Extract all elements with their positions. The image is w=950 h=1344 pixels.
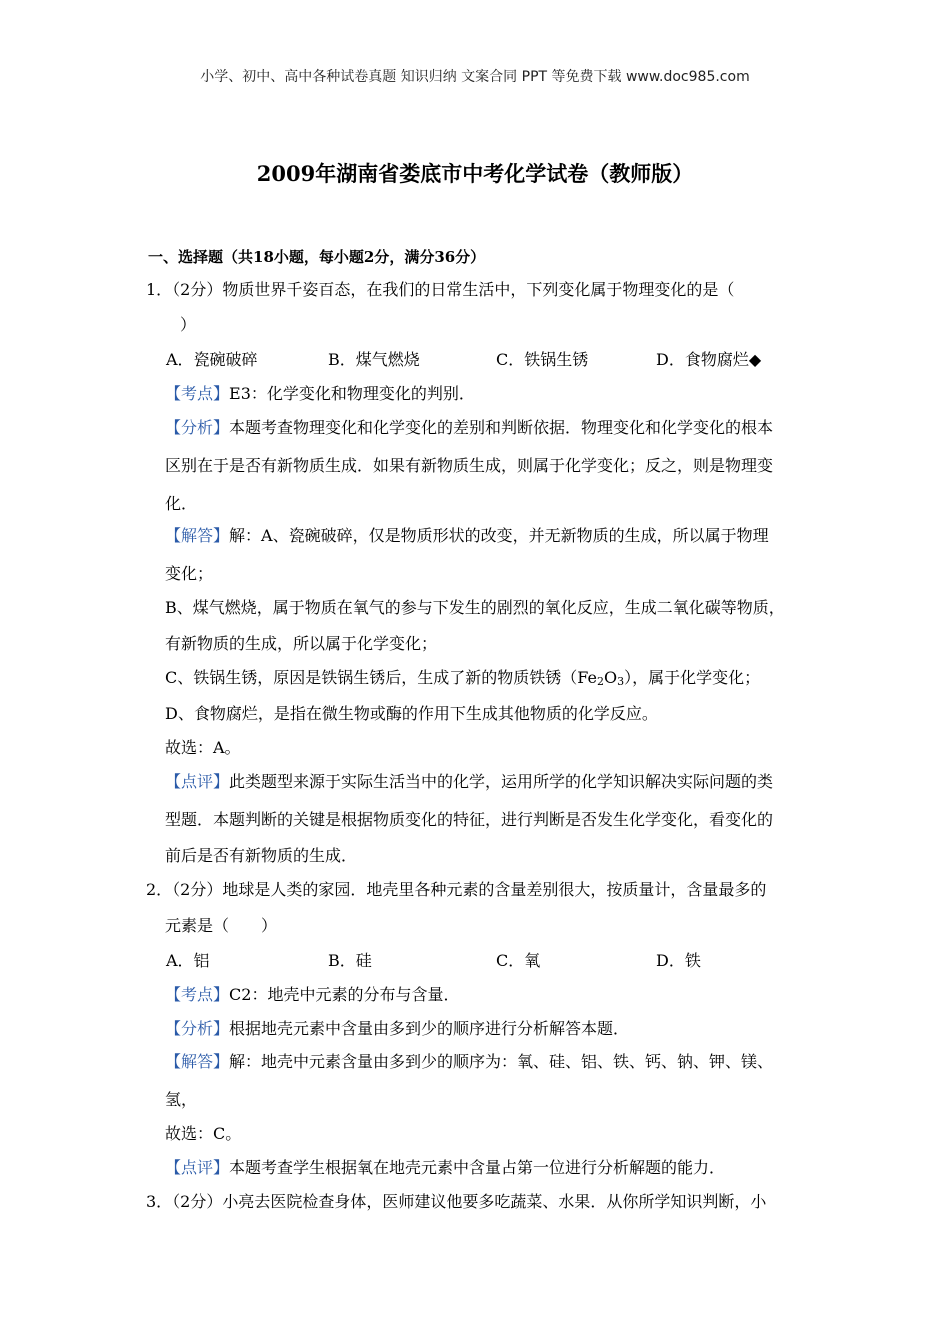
page-header: 小学、初中、高中各种试卷真题 知识归纳 文案合同 PPT 等免费下载 www.doc985.com <box>200 69 750 85</box>
q2-jieda-line3: 故选：C。 <box>165 1124 242 1143</box>
q1-dianping <box>165 772 773 792</box>
q1-option-b: B．煤气燃烧 <box>328 350 420 369</box>
q3-stem-line1: 3．（2分）小亮去医院检查身体，医师建议他要多吃蔬菜、水果．从你所学知识判断，小 <box>146 1192 767 1211</box>
q2-option-c: C．氧 <box>496 951 541 970</box>
fenxi-tag: 【分析】 <box>165 418 230 437</box>
q2-jieda-line2: 氢， <box>165 1090 198 1109</box>
q1-stem-line1: 1．（2分）物质世界千姿百态，在我们的日常生活中，下列变化属于物理变化的是（ <box>146 280 735 299</box>
jieda-tag: 【解答】 <box>165 1052 230 1071</box>
section-heading: 一、选择题（共18小题，每小题2分，满分36分） <box>148 248 486 266</box>
q1-option-d: D．食物腐烂◆ <box>656 350 762 369</box>
q1-option-c: C．铁锅生锈 <box>496 350 589 369</box>
q1-jieda-line2: 变化； <box>165 564 214 583</box>
q1-dianping-line2: 型题．本题判断的关键是根据物质变化的特征，进行判断是否发生化学变化，看变化的 <box>165 810 774 829</box>
q1-kaodian <box>165 384 475 404</box>
kaodian-tag: 【考点】 <box>165 985 230 1004</box>
q1-dianping-line1: 此类题型来源于实际生活当中的化学，运用所学的化学知识解决实际问题的类 <box>229 772 774 791</box>
q1-fenxi-line3: 化． <box>165 494 198 513</box>
q1-jieda-line5-part3: ），属于化学变化； <box>624 668 761 687</box>
q1-jieda-line5-part2: O <box>603 668 618 687</box>
dianping-tag: 【点评】 <box>165 1158 230 1177</box>
q2-kaodian-text: C2：地壳中元素的分布与含量． <box>229 985 460 1004</box>
q1-kaodian-text: E3：化学变化和物理变化的判别． <box>229 384 475 403</box>
q1-dianping-line3: 前后是否有新物质的生成． <box>165 846 358 865</box>
q2-stem-line2: 元素是（ ） <box>165 916 278 935</box>
dianping-tag: 【点评】 <box>165 772 230 791</box>
q1-jieda <box>165 526 769 546</box>
q2-kaodian <box>165 985 459 1005</box>
q1-jieda-line3: B、煤气燃烧，属于物质在氧气的参与下发生的剧烈的氧化反应，生成二氧化碳等物质， <box>165 598 785 617</box>
q1-fenxi-line2: 区别在于是否有新物质生成．如果有新物质生成，则属于化学变化；反之，则是物理变 <box>165 456 774 475</box>
q1-jieda-line5 <box>165 668 760 692</box>
q2-fenxi <box>165 1019 629 1039</box>
fenxi-tag: 【分析】 <box>165 1019 230 1038</box>
q1-jieda-line4: 有新物质的生成，所以属于化学变化； <box>165 634 438 653</box>
q2-fenxi-text: 根据地壳元素中含量由多到少的顺序进行分析解答本题． <box>229 1019 630 1038</box>
subscript-2: 2 <box>596 675 604 688</box>
q2-dianping-text: 本题考查学生根据氧在地壳元素中含量占第一位进行分析解题的能力． <box>229 1158 726 1177</box>
q2-jieda <box>165 1052 773 1072</box>
q2-dianping <box>165 1158 725 1178</box>
q1-fenxi-line1: 本题考查物理变化和化学变化的差别和判断依据．物理变化和化学变化的根本 <box>229 418 774 437</box>
q1-option-a: A．瓷碗破碎 <box>166 350 258 369</box>
q1-jieda-line5-part1: C、铁锅生锈，原因是铁锅生锈后，生成了新的物质铁锈（Fe <box>165 668 597 687</box>
q2-stem-line1: 2．（2分）地球是人类的家园．地壳里各种元素的含量差别很大，按质量计，含量最多的 <box>146 880 767 899</box>
document-title: 2009年湖南省娄底市中考化学试卷（教师版） <box>256 161 694 186</box>
q1-jieda-line1: 解：A、瓷碗破碎，仅是物质形状的改变，并无新物质的生成，所以属于物理 <box>229 526 769 545</box>
q1-jieda-line7: 故选：A。 <box>165 738 241 757</box>
q2-option-b: B．硅 <box>328 951 372 970</box>
kaodian-tag: 【考点】 <box>165 384 230 403</box>
q2-option-a: A．铝 <box>166 951 210 970</box>
subscript-3: 3 <box>617 675 625 688</box>
q2-jieda-line1: 解：地壳中元素含量由多到少的顺序为：氧、硅、铝、铁、钙、钠、钾、镁、 <box>229 1052 774 1071</box>
q2-option-d: D．铁 <box>656 951 701 970</box>
q1-stem-line2: ） <box>180 315 197 334</box>
q1-jieda-line6: D、食物腐烂，是指在微生物或酶的作用下生成其他物质的化学反应。 <box>165 704 658 723</box>
q1-fenxi <box>165 418 773 438</box>
jieda-tag: 【解答】 <box>165 526 230 545</box>
